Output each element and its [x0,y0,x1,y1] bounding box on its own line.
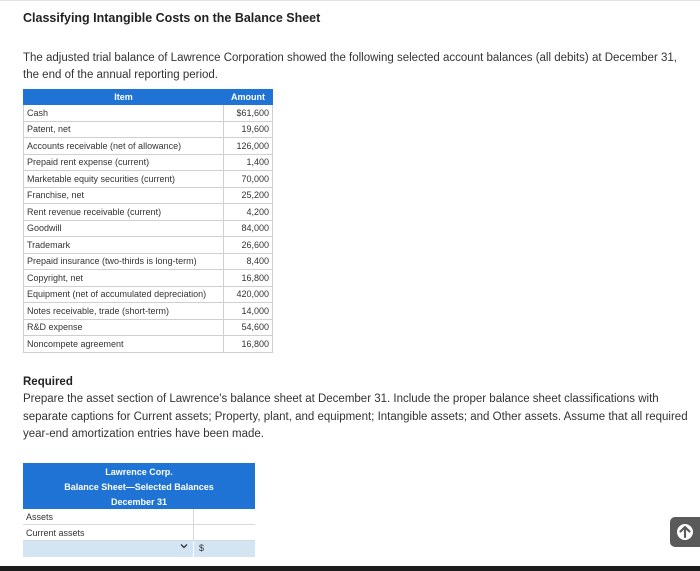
trial-balance-body [24,105,273,353]
item-cell: Notes receivable, trade (short-term) [24,303,224,320]
balance-sheet-row [23,509,255,525]
amount-cell: 126,000 [224,138,273,155]
row-label: Current assets [23,525,194,541]
amount-cell: 16,800 [224,270,273,287]
table-row [24,253,273,270]
amount-cell: 1,400 [224,154,273,171]
balance-sheet-header [23,463,255,509]
table-row [24,270,273,287]
statement-date: December 31 [110,497,168,507]
account-select-dropdown[interactable] [23,541,194,557]
amount-cell: 8,400 [224,253,273,270]
chevron-down-icon [180,542,188,552]
amount-cell: 19,600 [224,121,273,138]
required-instructions: Prepare the asset section of Lawrence's balance sheet at December 31. Include the proper balance sheet classifications with separate captions for Current assets; Property, plant, and equipment; Intangible assets; and Other assets. Assume that all required year-end amortization entries have been made. [23,393,688,440]
table-row [24,336,273,353]
company-name: Lawrence Corp. [105,467,173,477]
item-cell: Goodwill [24,220,224,237]
table-row [24,220,273,237]
table-row [24,319,273,336]
item-cell: Marketable equity securities (current) [24,171,224,188]
item-cell: Prepaid rent expense (current) [24,154,224,171]
balance-sheet-input-row [23,541,255,557]
statement-name: Balance Sheet—Selected Balances [64,482,214,492]
item-cell: Patent, net [24,121,224,138]
item-cell: Equipment (net of accumulated depreciation) [24,286,224,303]
table-row [24,187,273,204]
item-cell: Rent revenue receivable (current) [24,204,224,221]
balance-sheet-row [23,525,255,541]
column-header-amount: Amount [224,90,273,105]
currency-symbol: $ [199,543,205,553]
scroll-to-top-button[interactable] [670,517,700,547]
table-row [24,171,273,188]
amount-cell: 84,000 [224,220,273,237]
table-row [24,105,273,122]
item-cell: Prepaid insurance (two-thirds is long-term) [24,253,224,270]
item-cell: Franchise, net [24,187,224,204]
table-row [24,303,273,320]
amount-cell: 420,000 [224,286,273,303]
item-cell: R&D expense [24,319,224,336]
top-divider [0,0,700,1]
intro-paragraph: The adjusted trial balance of Lawrence Corporation showed the following selected account balances (all debits) at December 31, the end of the annual reporting period. [23,52,677,81]
amount-cell: 54,600 [224,319,273,336]
row-label: Assets [23,509,194,525]
column-header-item: Item [24,90,224,105]
page-title: Classifying Intangible Costs on the Balance Sheet [23,11,321,25]
row-value [194,509,255,525]
table-row [24,237,273,254]
amount-cell: $61,600 [224,105,273,122]
table-row [24,154,273,171]
required-heading: Required [23,376,73,388]
item-cell: Accounts receivable (net of allowance) [24,138,224,155]
trial-balance-table [23,89,273,353]
arrow-up-icon [670,517,700,547]
bottom-bar [0,566,700,571]
amount-cell: 25,200 [224,187,273,204]
table-row [24,138,273,155]
item-cell: Cash [24,105,224,122]
amount-cell: 16,800 [224,336,273,353]
amount-cell: 14,000 [224,303,273,320]
amount-cell: 26,600 [224,237,273,254]
row-value [194,525,255,541]
table-row [24,121,273,138]
table-row [24,286,273,303]
table-header-row [24,90,273,105]
table-row [24,204,273,221]
item-cell: Trademark [24,237,224,254]
amount-cell: 4,200 [224,204,273,221]
amount-cell: 70,000 [224,171,273,188]
item-cell: Noncompete agreement [24,336,224,353]
item-cell: Copyright, net [24,270,224,287]
